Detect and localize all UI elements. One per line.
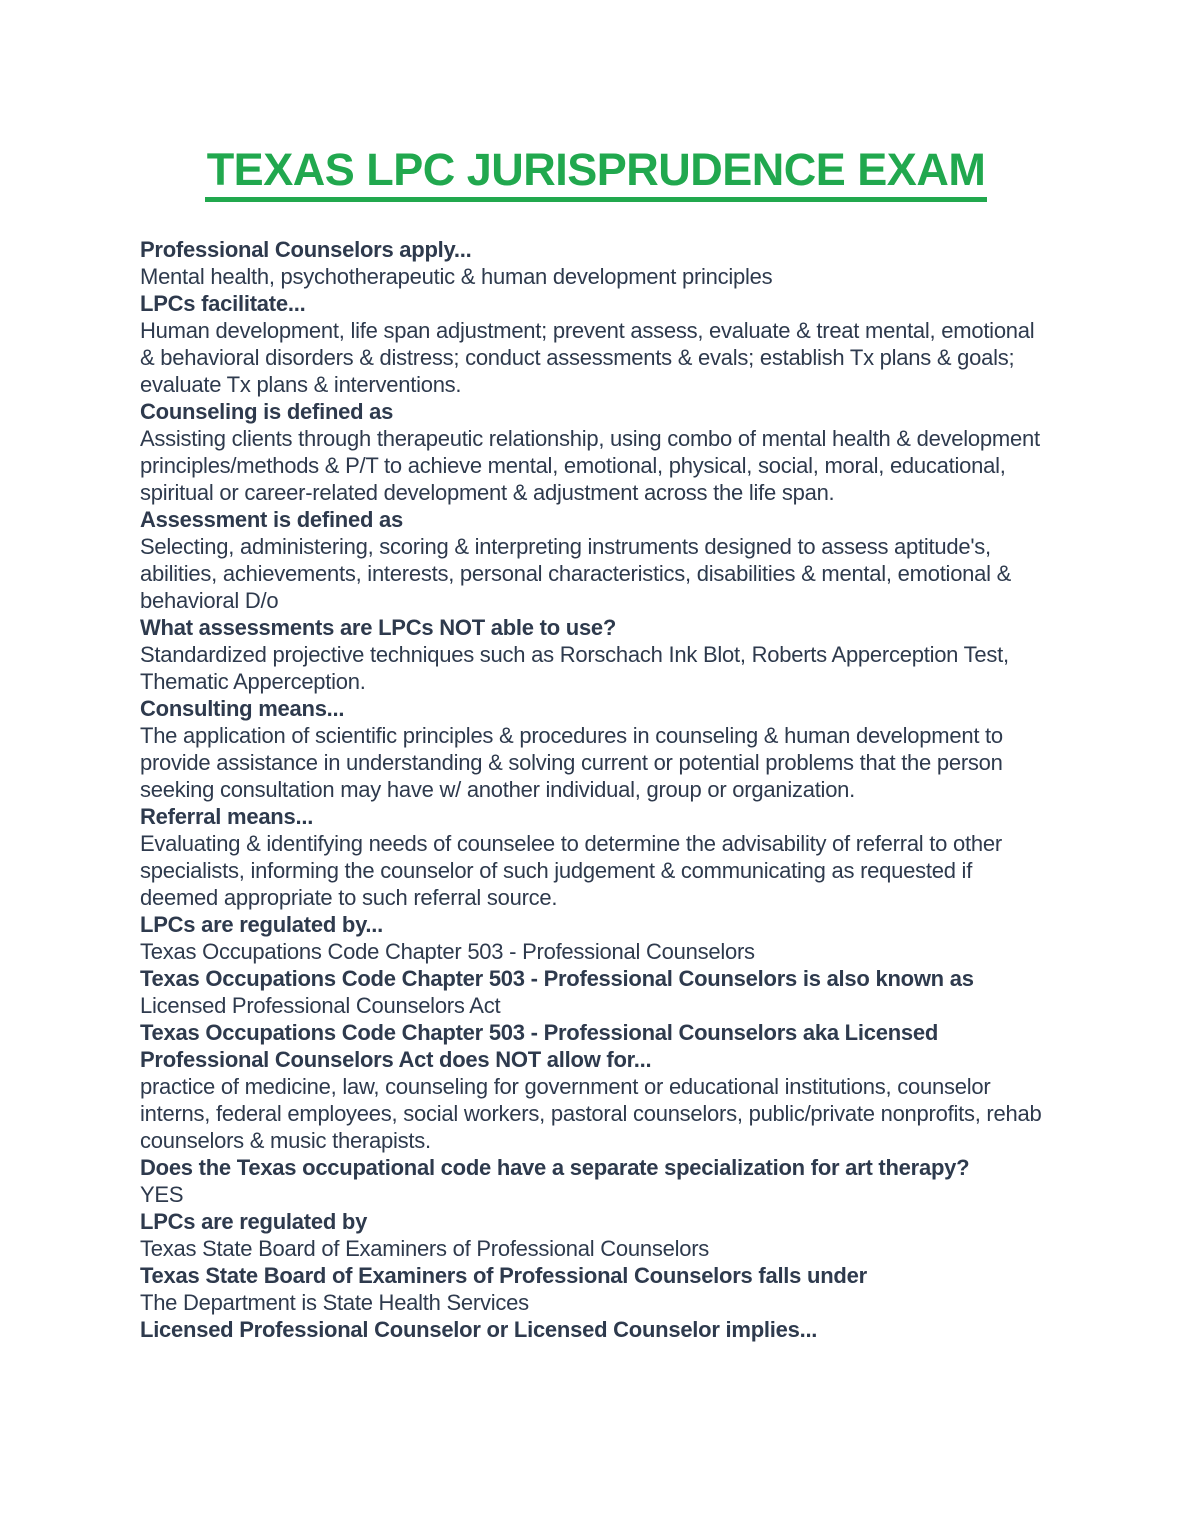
page-title: TEXAS LPC JURISPRUDENCE EXAM (205, 146, 988, 202)
definition-text: YES (140, 1182, 184, 1208)
flashcard-item (140, 803, 1052, 911)
definition-text: Texas State Board of Examiners of Professional Counselors (140, 1236, 710, 1262)
definition-text: Assisting clients through therapeutic relationship, using combo of mental health & development principles/methods & P/T to achieve mental, emotional, physical, social, moral, educational, spiritual or career-related development & adjustment across the life span. (140, 426, 1040, 506)
definition-text: Mental health, psychotherapeutic & human development principles (140, 264, 773, 290)
term-text: Texas Occupations Code Chapter 503 - Professional Counselors aka Licensed Professional Counselors Act does NOT allow for... (140, 1020, 939, 1073)
term-text: Texas State Board of Examiners of Professional Counselors falls under (140, 1263, 867, 1289)
flashcard-item (140, 911, 1052, 965)
term-text: LPCs are regulated by (140, 1209, 368, 1235)
flashcard-item (140, 695, 1052, 803)
flashcard-item (140, 1154, 1052, 1208)
term-text: LPCs facilitate... (140, 291, 306, 317)
definition-text: Selecting, administering, scoring & interpreting instruments designed to assess aptitude's, abilities, achievements, interests, personal characteristics, disabilities & mental, emotional & behavioral D/o (140, 534, 1012, 614)
flashcard-item (140, 290, 1052, 398)
term-text: Texas Occupations Code Chapter 503 - Professional Counselors is also known as (140, 966, 974, 992)
flashcard-item (140, 236, 1052, 290)
flashcard-item (140, 1316, 1052, 1343)
flashcard-list (140, 236, 1052, 1343)
flashcard-item (140, 614, 1052, 695)
term-text: Referral means... (140, 804, 314, 830)
term-text: Professional Counselors apply... (140, 237, 472, 263)
flashcard-item (140, 506, 1052, 614)
flashcard-item (140, 398, 1052, 506)
definition-text: practice of medicine, law, counseling for government or educational institutions, counselor interns, federal employees, social workers, pastoral counselors, public/private nonprofits, rehab counselors & music therapists. (140, 1074, 1042, 1154)
definition-text: Evaluating & identifying needs of counselee to determine the advisability of referral to other specialists, informing the counselor of such judgement & communicating as requested if deemed appropriate to such referral source. (140, 831, 1002, 911)
term-text: Does the Texas occupational code have a separate specialization for art therapy? (140, 1155, 970, 1181)
title-block (140, 146, 1052, 202)
definition-text: Standardized projective techniques such as Rorschach Ink Blot, Roberts Apperception Test, Thematic Apperception. (140, 642, 1009, 695)
definition-text: The Department is State Health Services (140, 1290, 529, 1316)
flashcard-item (140, 965, 1052, 1019)
flashcard-item (140, 1019, 1052, 1154)
term-text: LPCs are regulated by... (140, 912, 384, 938)
term-text: Consulting means... (140, 696, 345, 722)
flashcard-item (140, 1262, 1052, 1316)
definition-text: Texas Occupations Code Chapter 503 - Professional Counselors (140, 939, 755, 965)
flashcard-item (140, 1208, 1052, 1262)
definition-text: Licensed Professional Counselors Act (140, 993, 501, 1019)
term-text: Assessment is defined as (140, 507, 404, 533)
definition-text: The application of scientific principles & procedures in counseling & human development to provide assistance in understanding & solving current or potential problems that the person seeking consultation may have w/ another individual, group or organization. (140, 723, 1003, 803)
definition-text: Human development, life span adjustment; prevent assess, evaluate & treat mental, emotional & behavioral disorders & distress; conduct assessments & evals; establish Tx plans & goals; evaluate Tx plans & interventions. (140, 318, 1035, 398)
term-text: Counseling is defined as (140, 399, 394, 425)
term-text: What assessments are LPCs NOT able to use? (140, 615, 617, 641)
term-text: Licensed Professional Counselor or Licensed Counselor implies... (140, 1317, 818, 1343)
